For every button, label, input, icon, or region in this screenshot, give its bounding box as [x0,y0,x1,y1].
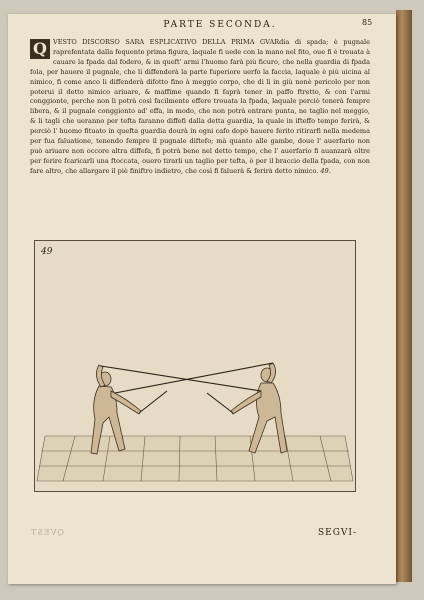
body-paragraph: VESTO DISCORSO SARA ESPLICATIVO DELLA PRIMA GVARdia di spada; è pugnale raprefentata dalla fequente prima figura, laquale fi uede con la mano nel fito, oue fi è trouata à cauare la fpada dal fodero, & in queft' armi l'huomo farà più ficuro, che nella guardia di fpada fola, per hauere il pugnale, che li diffenderà la parte fuperiore uerfo la faccia, laquale è più uicina al nimico, fi come anco li diffenderà difotto fino à meggio corpo, che di lì in giù nonè pericolo per non poterui il detto nimico ariuare, & maffime quando fi faprà tener in paffo ftretto, & con l'armi conggionte, perche non li potrà così facilmente effere trouata la fpada, laquale perciò tenerà fempre libera, & il pugnale conggionto ad' effa, in modo, che non potrà entrare punta, ne taglio nel meggio, & li tagli che ueranno per tefta faranno diffefi dalla detta guardia, la quale in ifteffo tempo ferirà, & perciò l' huomo fituato in quefta guardia dourà in ogni cafo dopò hauere ferito ritirarfi nella medema per fua faluatione, tenendo fempre il pugnale diftefo; mà quanto alle gambe, doue l' auerfario non può ariuare non occore altra diffefa, fi potrà bene nel detto tempo, che l' auerfario fi auanzarà oltre per ferire fcaricarli una ftoccata, ouero tirarli un taglio per tefta, ò per il braccio della fpada, con non fare altro, che allargare il piè finiftro indietro, che così fi faluerà & ferirà detto nimico. [30,38,370,175]
figure-reference: 49. [320,166,331,175]
plate-number: 49 [41,247,53,257]
tiled-floor [37,436,353,481]
fencers-engraving [35,241,355,491]
engraving-plate [34,240,356,492]
catchword: SEGVI- [318,528,358,538]
book-page-edges [396,10,412,582]
running-head: PARTE SECONDA. [163,20,277,30]
bleed-through-text: QVEST [30,528,64,537]
page-number: 85 [362,18,373,27]
body-text [30,38,370,177]
decorated-initial: Q [30,39,50,59]
